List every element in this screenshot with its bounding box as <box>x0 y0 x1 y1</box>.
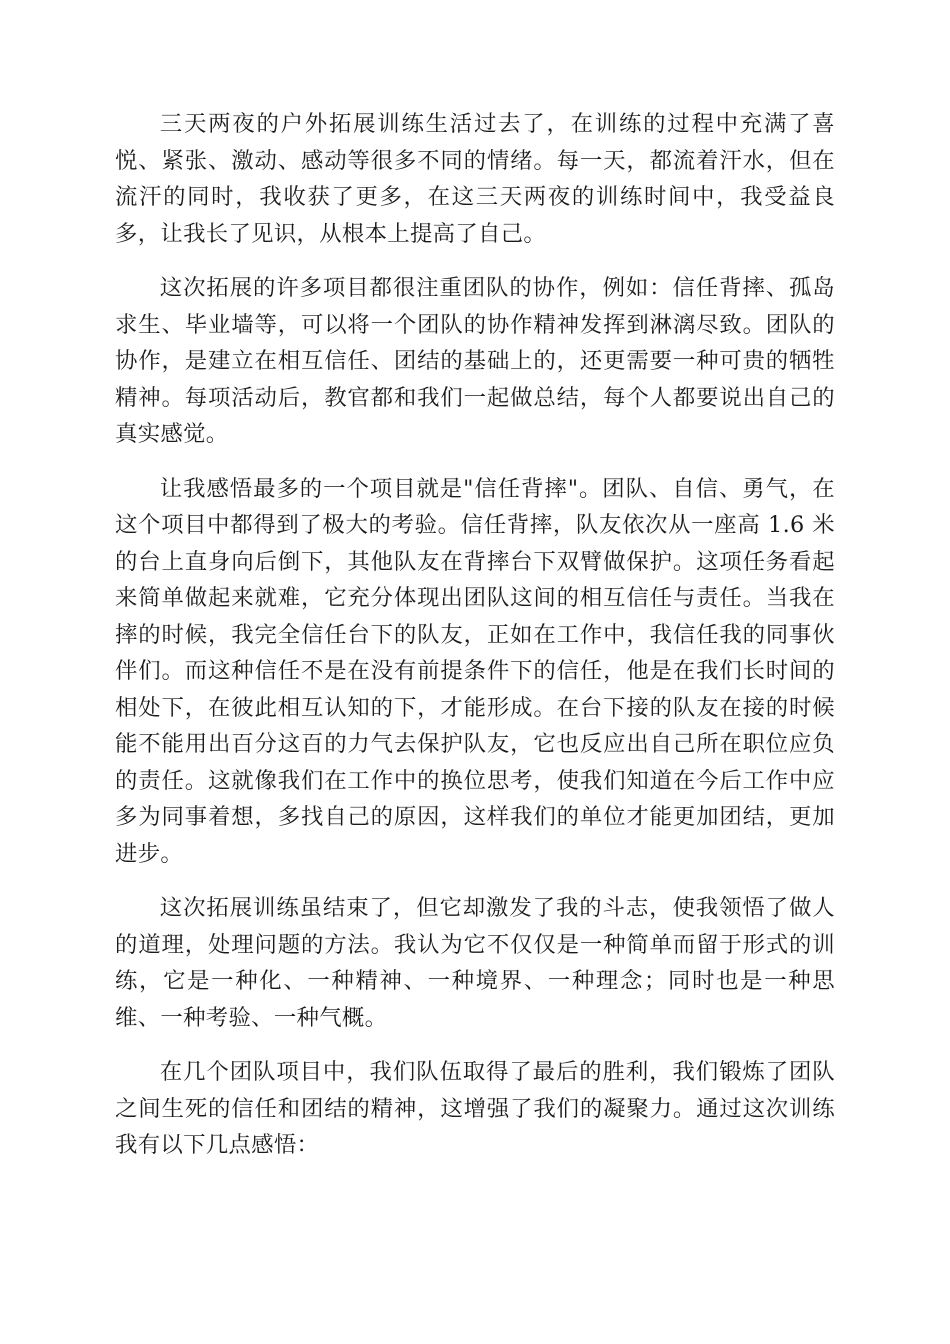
paragraph-4: 这次拓展训练虽结束了，但它却激发了我的斗志，使我领悟了做人的道理，处理问题的方法。我认为它不仅仅是一种简单而留于形式的训练，它是一种化、一种精神、一种境界、一种理念；同时也是一种思维、一种考验、一种气概。 <box>115 895 835 1031</box>
document-body <box>115 106 835 1182</box>
paragraph-2: 这次拓展的许多项目都很注重团队的协作，例如：信任背摔、孤岛求生、毕业墙等，可以将一个团队的协作精神发挥到淋漓尽致。团队的协作，是建立在相互信任、团结的基础上的，还更需要一种可贵的牺牲精神。每项活动后，教官都和我们一起做总结，每个人都要说出自己的真实感觉。 <box>115 275 835 447</box>
paragraph-5: 在几个团队项目中，我们队伍取得了最后的胜利，我们锻炼了团队之间生死的信任和团结的精神，这增强了我们的凝聚力。通过这次训练我有以下几点感悟： <box>115 1059 835 1158</box>
paragraph-1: 三天两夜的户外拓展训练生活过去了，在训练的过程中充满了喜悦、紧张、激动、感动等很多不同的情绪。每一天，都流着汗水，但在流汗的同时，我收获了更多，在这三天两夜的训练时间中，我受益良多，让我长了见识，从根本上提高了自己。 <box>115 111 835 247</box>
paragraph-3: 让我感悟最多的一个项目就是"信任背摔"。团队、自信、勇气，在这个项目中都得到了极大的考验。信任背摔，队友依次从一座高 1.6 米的台上直身向后倒下，其他队友在背摔台下双臂做保护。这项任务看起来简单做起来就难，它充分体现出团队这间的相互信任与责任。当我在摔的时候，我完全信任台下的队友，正如在工作中，我信任我的同事伙伴们。而这种信任不是在没有前提条件下的信任，他是在我们长时间的相处下，在彼此相互认知的下，才能形成。在台下接的队友在接的时候能不能用出百分这百的力气去保护队友，它也反应出自己所在职位应负的责任。这就像我们在工作中的换位思考，使我们知道在今后工作中应多为同事着想，多找自己的原因，这样我们的单位才能更加团结，更加进步。 <box>115 475 835 867</box>
